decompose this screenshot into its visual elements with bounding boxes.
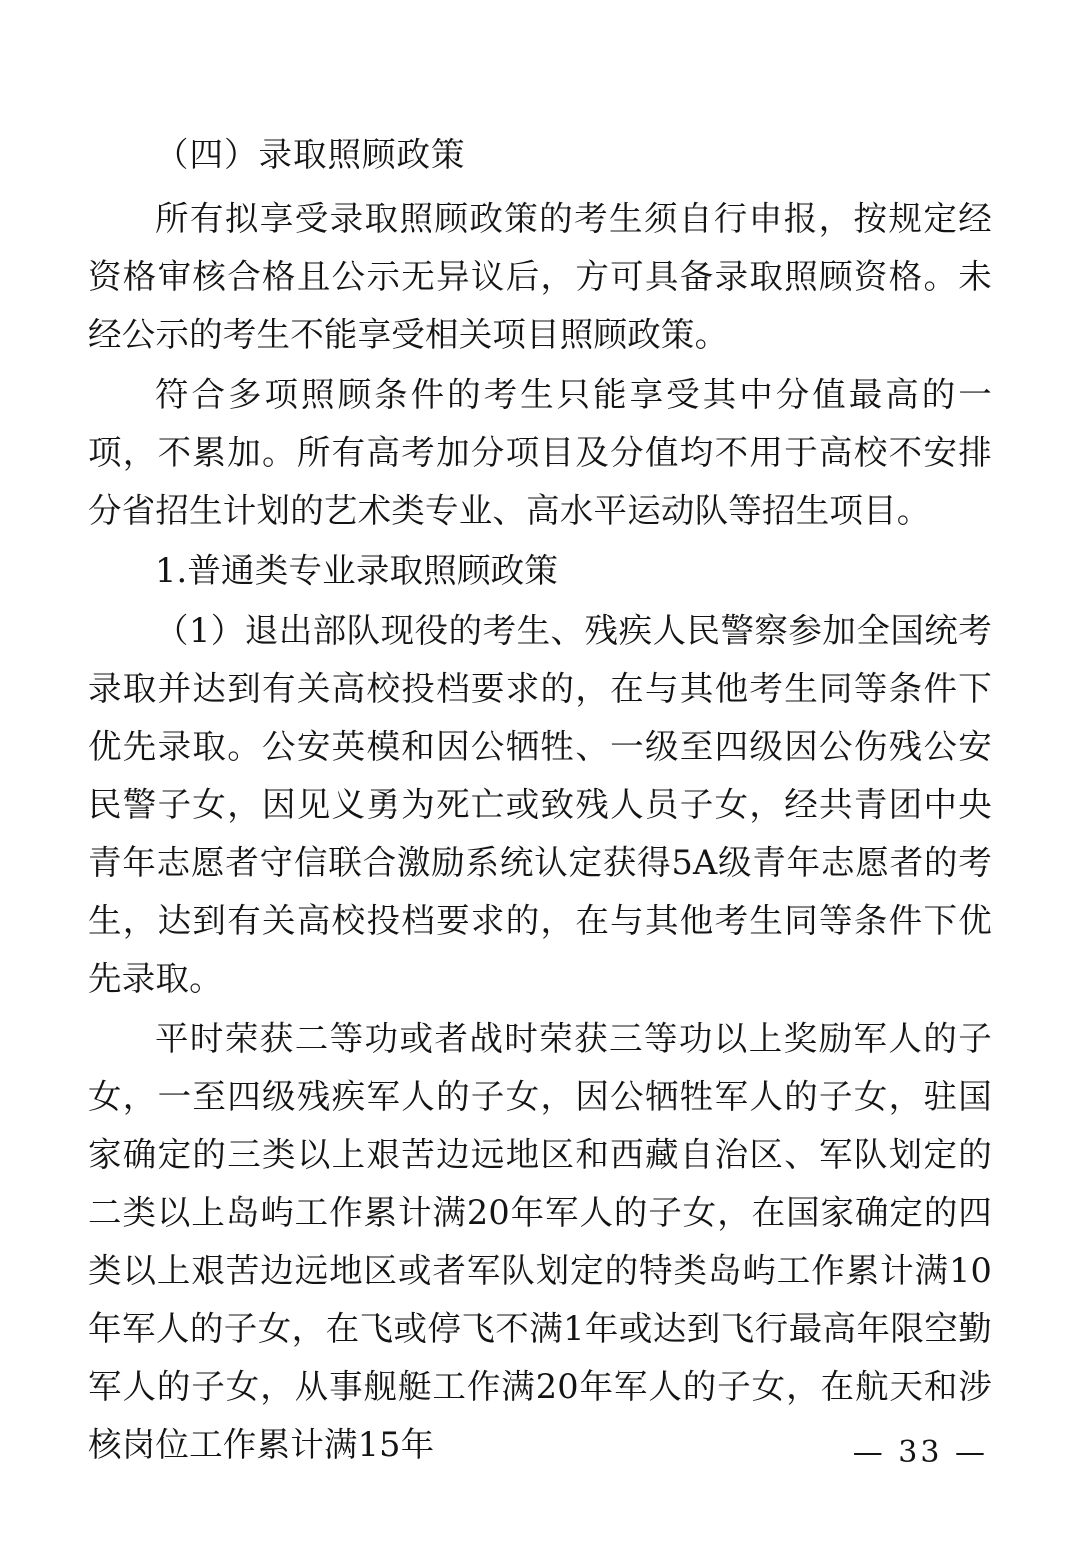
subsection-heading-1: 1.普通类专业录取照顾政策 <box>155 551 559 590</box>
paragraph-3: （1）退出部队现役的考生、残疾人民警察参加全国统考录取并达到有关高校投档要求的，在与其他考生同等条件下优先录取。公安英模和因公牺牲、一级至四级因公伤残公安民警子女，因见义勇为死亡或致残人员子女，经共青团中央青年志愿者守信联合激励系统认定获得5A级青年志愿者的考生，达到有关高校投档要求的，在与其他考生同等条件下优先录取。 <box>88 611 992 998</box>
paragraph-1: 所有拟享受录取照顾政策的考生须自行申报，按规定经资格审核合格且公示无异议后，方可具备录取照顾资格。未经公示的考生不能享受相关项目照顾政策。 <box>88 199 992 354</box>
page-content <box>88 126 992 1474</box>
section-heading: （四）录取照顾政策 <box>155 135 466 174</box>
paragraph-4: 平时荣获二等功或者战时荣获三等功以上奖励军人的子女，一至四级残疾军人的子女，因公牺牲军人的子女，驻国家确定的三类以上艰苦边远地区和西藏自治区、军队划定的二类以上岛屿工作累计满20年军人的子女，在国家确定的四类以上艰苦边远地区或者军队划定的特类岛屿工作累计满10年军人的子女，在飞或停飞不满1年或达到飞行最高年限空勤军人的子女，从事舰艇工作满20年军人的子女，在航天和涉核岗位工作累计满15年 <box>88 1019 992 1464</box>
paragraph-2: 符合多项照顾条件的考生只能享受其中分值最高的一项，不累加。所有高考加分项目及分值均不用于高校不安排分省招生计划的艺术类专业、高水平运动队等招生项目。 <box>88 375 992 530</box>
page-number: — 33 — <box>852 1435 988 1470</box>
